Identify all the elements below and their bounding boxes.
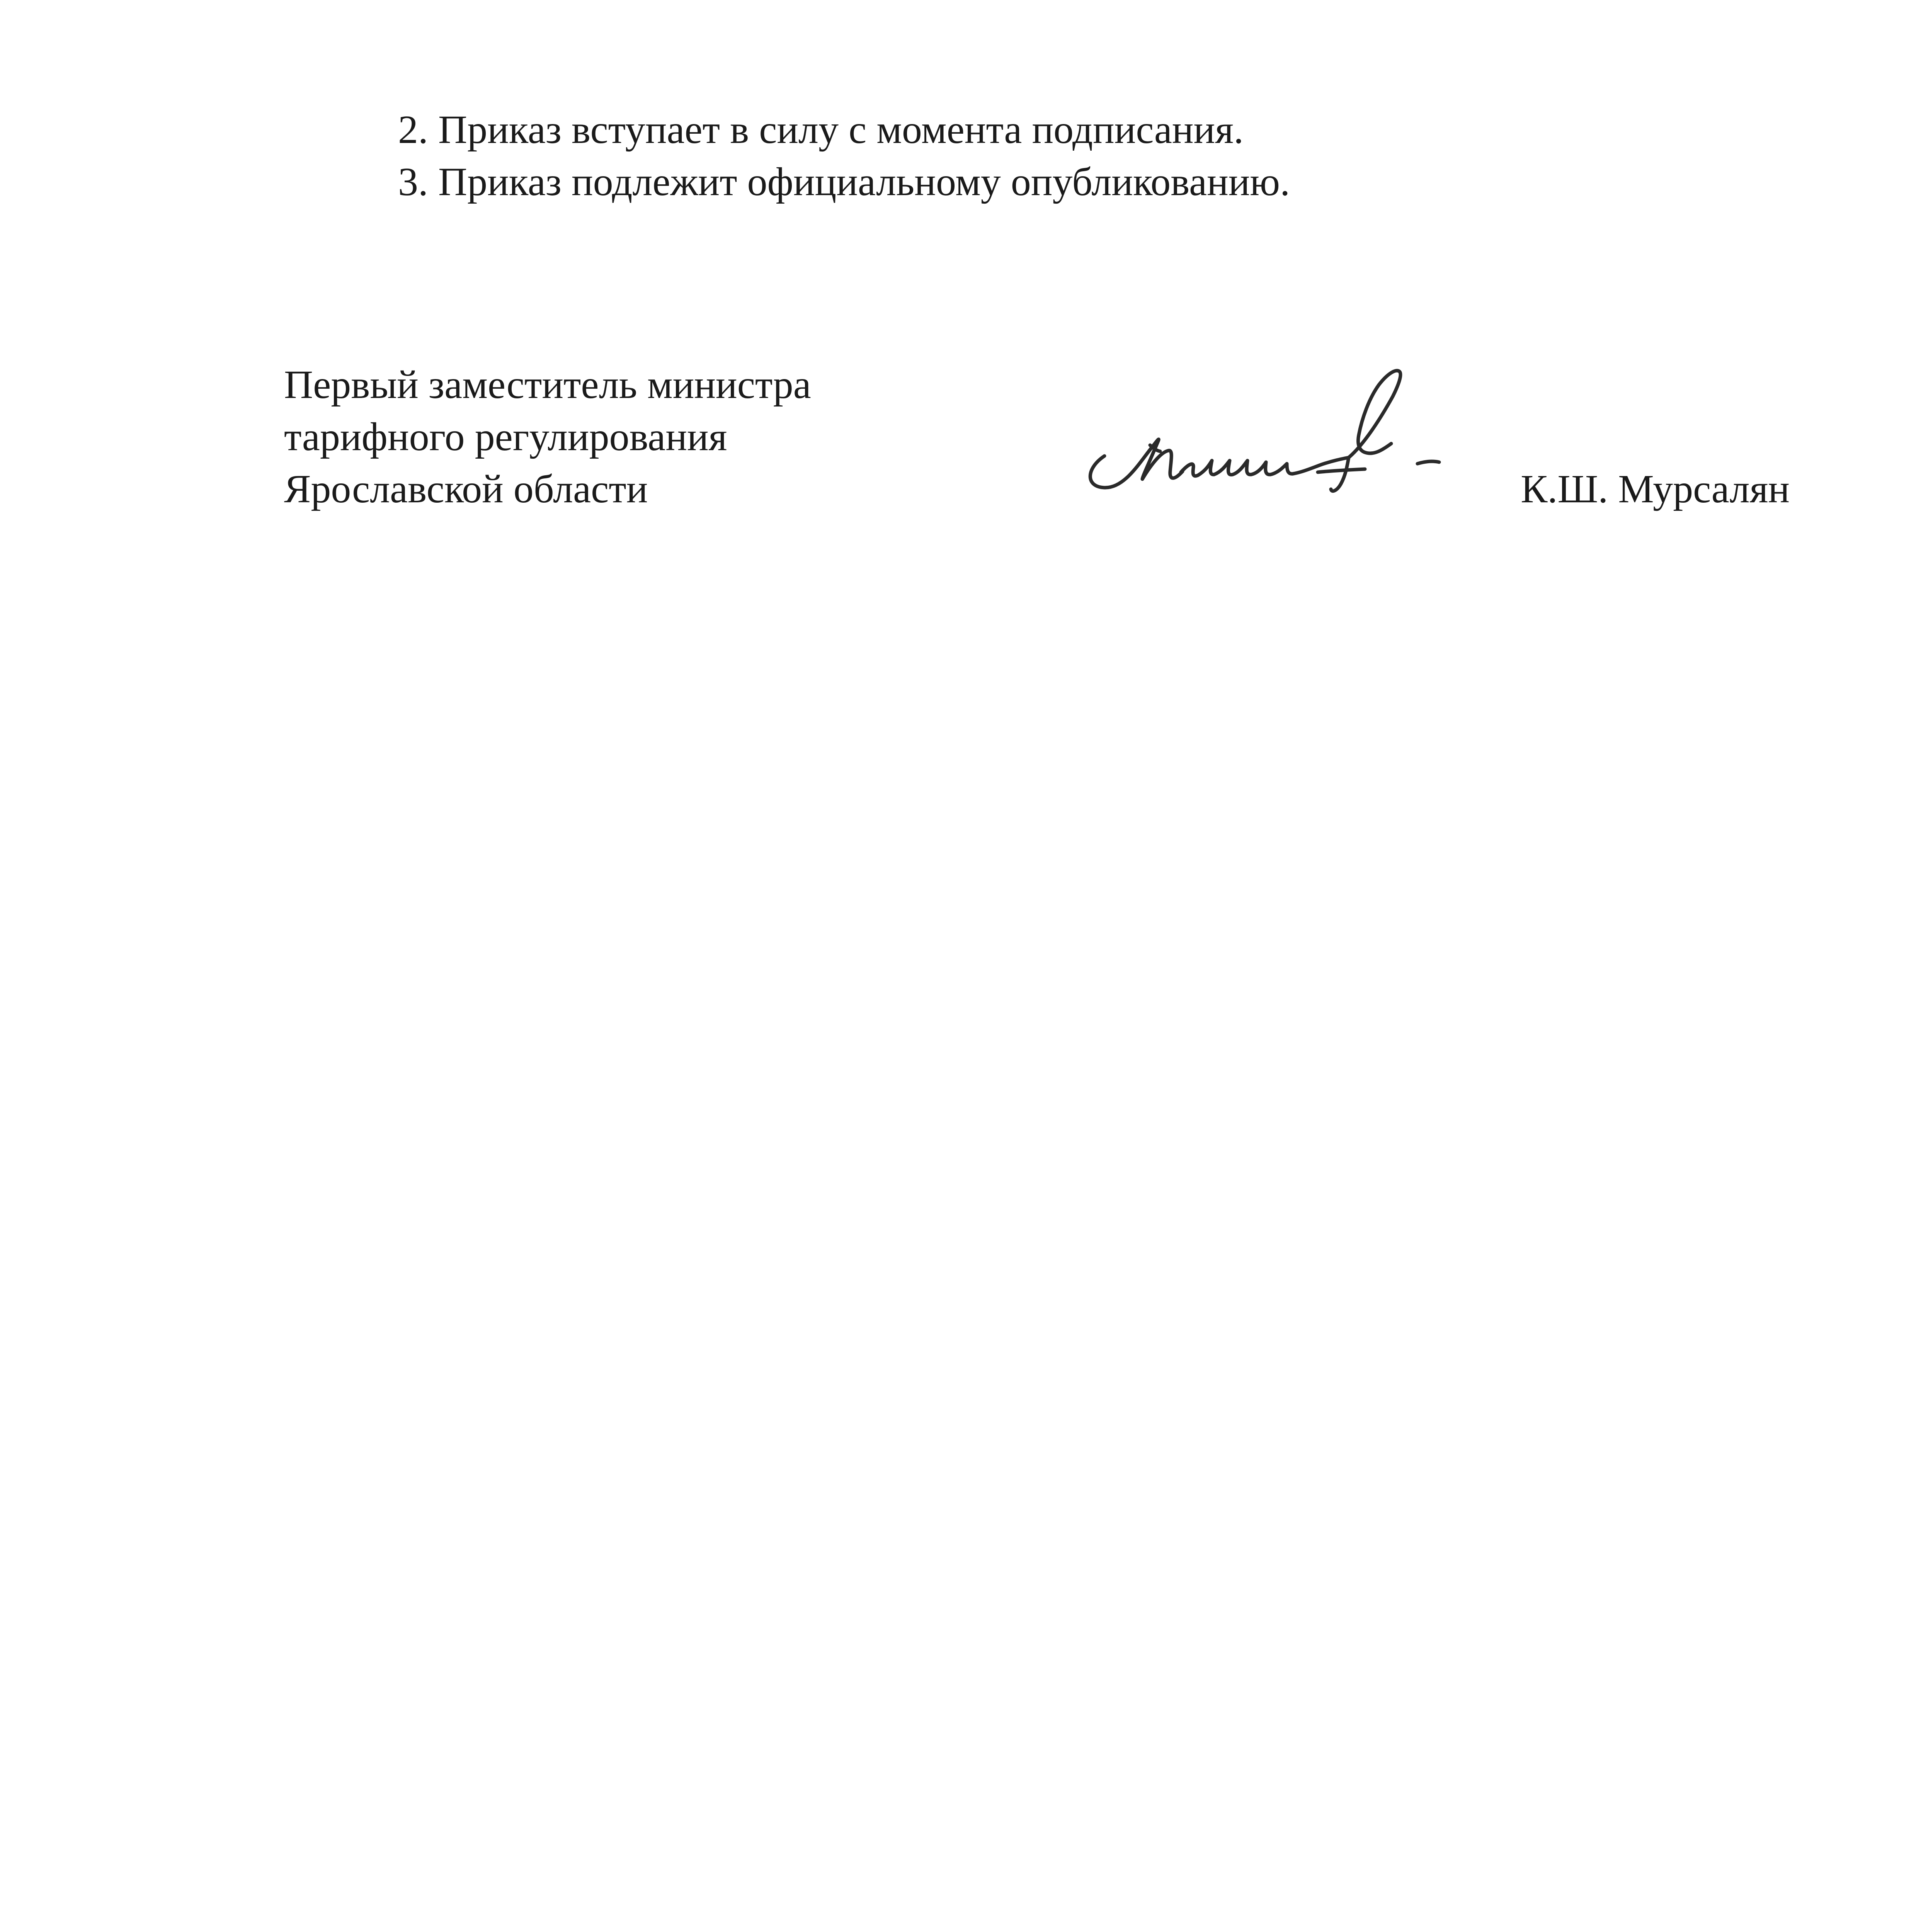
signer-position-line: Первый заместитель министра	[284, 362, 811, 407]
signer-name: К.Ш. Мурсалян	[1521, 467, 1790, 511]
handwritten-signature	[1070, 359, 1476, 522]
signer-position	[284, 359, 811, 515]
clause-2: 2. Приказ вступает в силу с момента подписания.	[398, 107, 1244, 152]
signer-position-line: Ярославской области	[284, 467, 648, 511]
clause-3: 3. Приказ подлежит официальному опубликованию.	[398, 160, 1290, 204]
signer-position-line: тарифного регулирования	[284, 415, 727, 459]
